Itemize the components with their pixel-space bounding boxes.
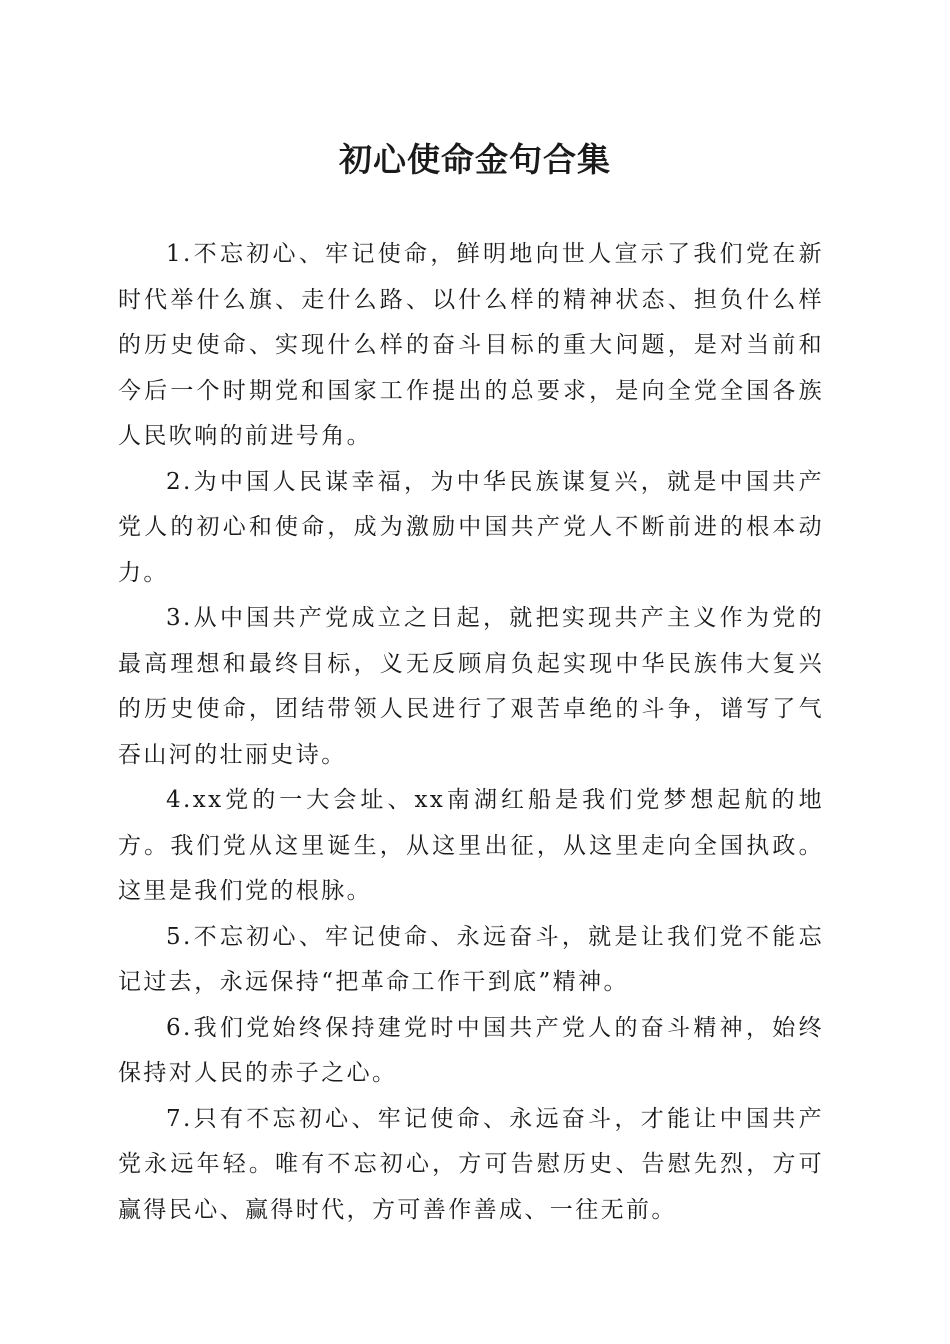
- paragraph-1: 1.不忘初心、牢记使命，鲜明地向世人宣示了我们党在新时代举什么旗、走什么路、以什么样的精神状态、担负什么样的历史使命、实现什么样的奋斗目标的重大问题，是对当前和今后一个时期党和国家工作提出的总要求，是向全党全国各族人民吹响的前进号角。: [118, 241, 824, 449]
- document-body: [118, 232, 824, 1233]
- paragraph-3: 3.从中国共产党成立之日起，就把实现共产主义作为党的最高理想和最终目标，义无反顾肩负起实现中华民族伟大复兴的历史使命，团结带领人民进行了艰苦卓绝的斗争，谱写了气吞山河的壮丽史诗。: [118, 605, 824, 768]
- paragraph-7: 7.只有不忘初心、牢记使命、永远奋斗，才能让中国共产党永远年轻。唯有不忘初心，方可告慰历史、告慰先烈，方可赢得民心、赢得时代，方可善作善成、一往无前。: [118, 1105, 824, 1223]
- paragraph-5: 5.不忘初心、牢记使命、永远奋斗，就是让我们党不能忘记过去，永远保持“把革命工作干到底”精神。: [118, 923, 824, 995]
- paragraph-6: 6.我们党始终保持建党时中国共产党人的奋斗精神，始终保持对人民的赤子之心。: [118, 1014, 824, 1086]
- paragraph-4: 4.xx党的一大会址、xx南湖红船是我们党梦想起航的地方。我们党从这里诞生，从这里出征，从这里走向全国执政。这里是我们党的根脉。: [118, 787, 824, 904]
- document-title: 初心使命金句合集: [339, 140, 611, 179]
- paragraph-2: 2.为中国人民谋幸福，为中华民族谋复兴，就是中国共产党人的初心和使命，成为激励中国共产党人不断前进的根本动力。: [118, 468, 824, 586]
